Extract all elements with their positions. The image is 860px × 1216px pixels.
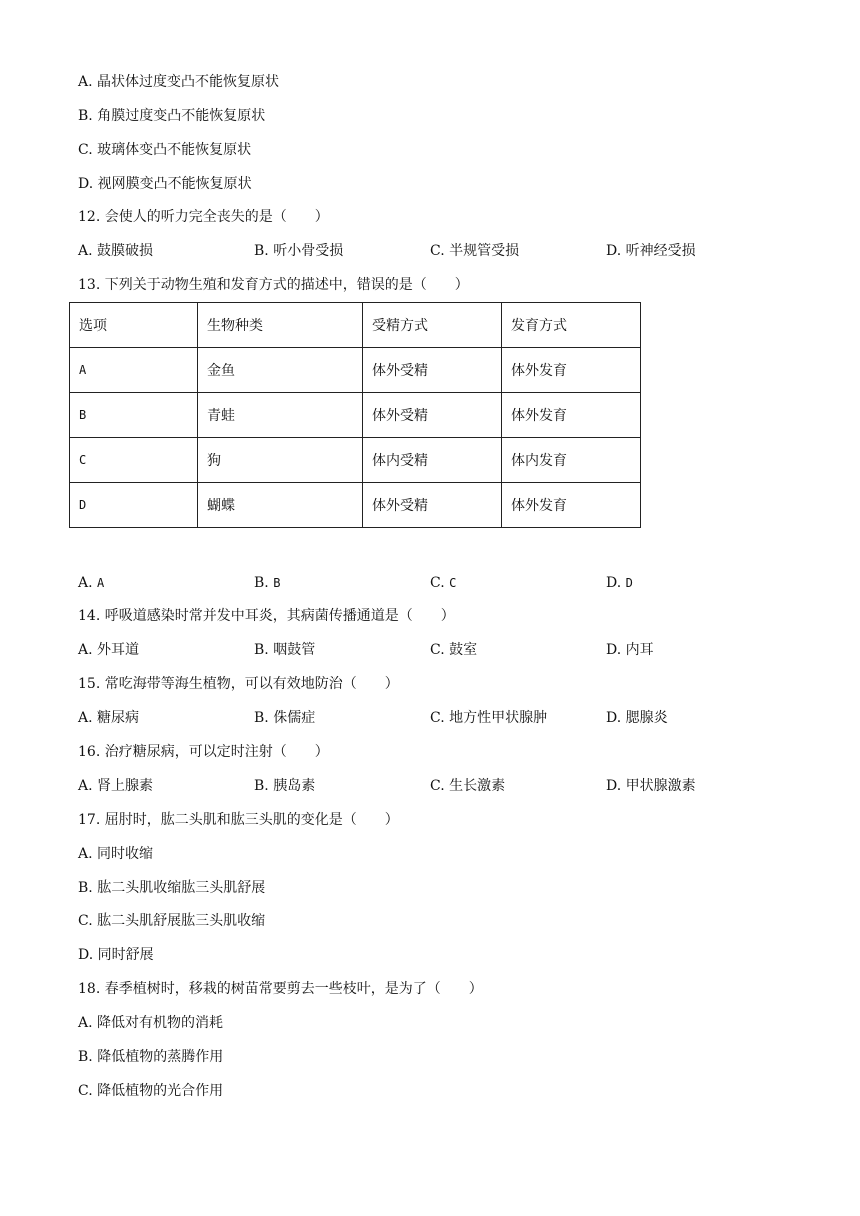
option-value: A [97,576,105,590]
q15-option-b: B. 侏儒症 [254,710,316,726]
q14-option-c: C. 鼓室 [430,642,478,658]
option-prefix: B. [254,575,274,591]
q12-option-b: B. 听小骨受损 [254,243,344,259]
table-header-cell: 发育方式 [502,303,641,348]
q16-option-d: D. 甲状腺激素 [606,778,696,794]
q15-option-c: C. 地方性甲状腺肿 [430,710,548,726]
q13-table [69,302,641,528]
table-cell: D [70,483,198,528]
table-header-cell: 生物种类 [198,303,363,348]
option-value: D [625,576,633,590]
q11-option-a: A. 晶状体过度变凸不能恢复原状 [78,74,280,90]
q14-option-d: D. 内耳 [606,642,654,658]
q16-option-b: B. 胰岛素 [254,778,316,794]
table-row [70,483,641,528]
table-cell: 体外发育 [502,483,641,528]
table-row [70,348,641,393]
table-cell: A [70,348,198,393]
q12-option-d: D. 听神经受损 [606,243,696,259]
q13-stem: 13. 下列关于动物生殖和发育方式的描述中，错误的是（ ） [78,277,469,293]
table-cell: 金鱼 [198,348,363,393]
q13-option-d [606,573,633,593]
q18-option-a: A. 降低对有机物的消耗 [78,1015,224,1031]
q16-option-a: A. 肾上腺素 [78,778,154,794]
q16-option-c: C. 生长激素 [430,778,506,794]
q11-option-d: D. 视网膜变凸不能恢复原状 [78,176,252,192]
q14-stem: 14. 呼吸道感染时常并发中耳炎，其病菌传播通道是（ ） [78,608,455,624]
q14-option-a: A. 外耳道 [78,642,140,658]
q13-option-a [78,573,104,593]
table-cell: 体外发育 [502,348,641,393]
q17-option-b: B. 肱二头肌收缩肱三头肌舒展 [78,880,266,896]
option-prefix: A. [78,575,98,591]
q15-option-a: A. 糖尿病 [78,710,140,726]
table-cell: 体外受精 [363,393,502,438]
table-cell: 体内受精 [363,438,502,483]
q11-option-c: C. 玻璃体变凸不能恢复原状 [78,142,252,158]
q18-stem: 18. 春季植树时，移栽的树苗常要剪去一些枝叶，是为了（ ） [78,981,483,997]
q15-stem: 15. 常吃海带等海生植物，可以有效地防治（ ） [78,676,399,692]
q16-stem: 16. 治疗糖尿病，可以定时注射（ ） [78,744,329,760]
q12-option-a: A. 鼓膜破损 [78,243,154,259]
q17-stem: 17. 屈肘时，肱二头肌和肱三头肌的变化是（ ） [78,812,399,828]
option-prefix: C. [430,575,450,591]
q13-option-c [430,573,456,593]
table-header-row [70,303,641,348]
q18-option-c: C. 降低植物的光合作用 [78,1083,224,1099]
table-cell: B [70,393,198,438]
q12-option-c: C. 半规管受损 [430,243,520,259]
q17-option-d: D. 同时舒展 [78,947,154,963]
q17-option-c: C. 肱二头肌舒展肱三头肌收缩 [78,913,266,929]
table-cell: 体内发育 [502,438,641,483]
table-row [70,393,641,438]
table-cell: 体外受精 [363,348,502,393]
table-cell: 狗 [198,438,363,483]
option-value: C [449,576,457,590]
q11-option-b: B. 角膜过度变凸不能恢复原状 [78,108,266,124]
table-cell: 体外受精 [363,483,502,528]
q14-option-b: B. 咽鼓管 [254,642,316,658]
table-header-cell: 受精方式 [363,303,502,348]
q12-stem: 12. 会使人的听力完全丧失的是（ ） [78,209,329,225]
table-cell: C [70,438,198,483]
q15-option-d: D. 腮腺炎 [606,710,668,726]
table-cell: 体外发育 [502,393,641,438]
option-prefix: D. [606,575,626,591]
q13-option-b [254,573,280,593]
table-header-cell: 选项 [70,303,198,348]
q18-option-b: B. 降低植物的蒸腾作用 [78,1049,224,1065]
q17-option-a: A. 同时收缩 [78,846,154,862]
table-cell: 青蛙 [198,393,363,438]
table-row [70,438,641,483]
option-value: B [273,576,281,590]
table-cell: 蝴蝶 [198,483,363,528]
